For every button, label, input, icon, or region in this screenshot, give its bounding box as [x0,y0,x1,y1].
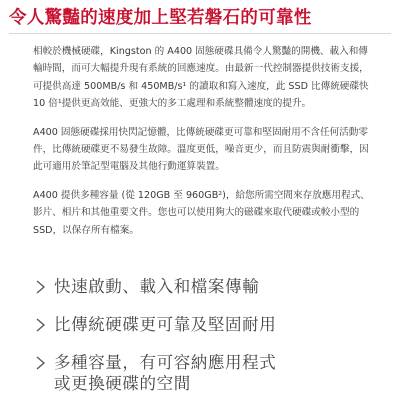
chevron-right-icon [34,356,48,370]
feature-label: 多種容量，有可容納應用程式 或更換硬碟的空間 [54,353,277,393]
chevron-right-icon [34,318,48,332]
description-paragraph-reliability: A400 固態硬碟採用快閃記憶體，比傳統硬碟更可靠和堅固耐用不含任何活動零件，比傳統硬碟更不易發生故障。溫度更低，噪音更少，而且防震與耐衝擊，因此可適用於筆記型電腦及其他行動運算裝置。 [33,126,369,173]
feature-item-reliability [34,314,384,335]
description-paragraph-speed: 相較於機械硬碟，Kingston 的 A400 固態硬碟具備令人驚豔的開機、載入和傳輸時間，而可大幅提升現有系統的回應速度。由最新一代控制器提供技術支援，可提供高達 500MB/s 和 450MB/s¹ 的讀取和寫入速度，此 SSD 比傳統硬碟快 10 倍¹提供更高效能、更強大的多工處理和系統整體速度的提升。 [33,46,369,110]
feature-label: 快速啟動、載入和檔案傳輸 [54,277,260,296]
description-body [33,43,373,250]
headline-divider [9,33,391,34]
page-headline: 令人驚豔的速度加上堅若磐石的可靠性 [9,8,312,28]
feature-label: 比傳統硬碟更可靠及堅固耐用 [54,315,277,334]
description-paragraph-capacity: A400 提供多種容量 (從 120GB 至 960GB²)，給您所需空間來存放應用程式、影片、相片和其他重要文件。您也可以使用夠大的磁碟來取代硬碟或較小型的 SSD，以保存所有檔案。 [33,189,370,236]
feature-item-capacity [34,352,384,394]
feature-list [34,276,384,411]
chevron-right-icon [34,280,48,294]
feature-item-fast-boot [34,276,384,297]
